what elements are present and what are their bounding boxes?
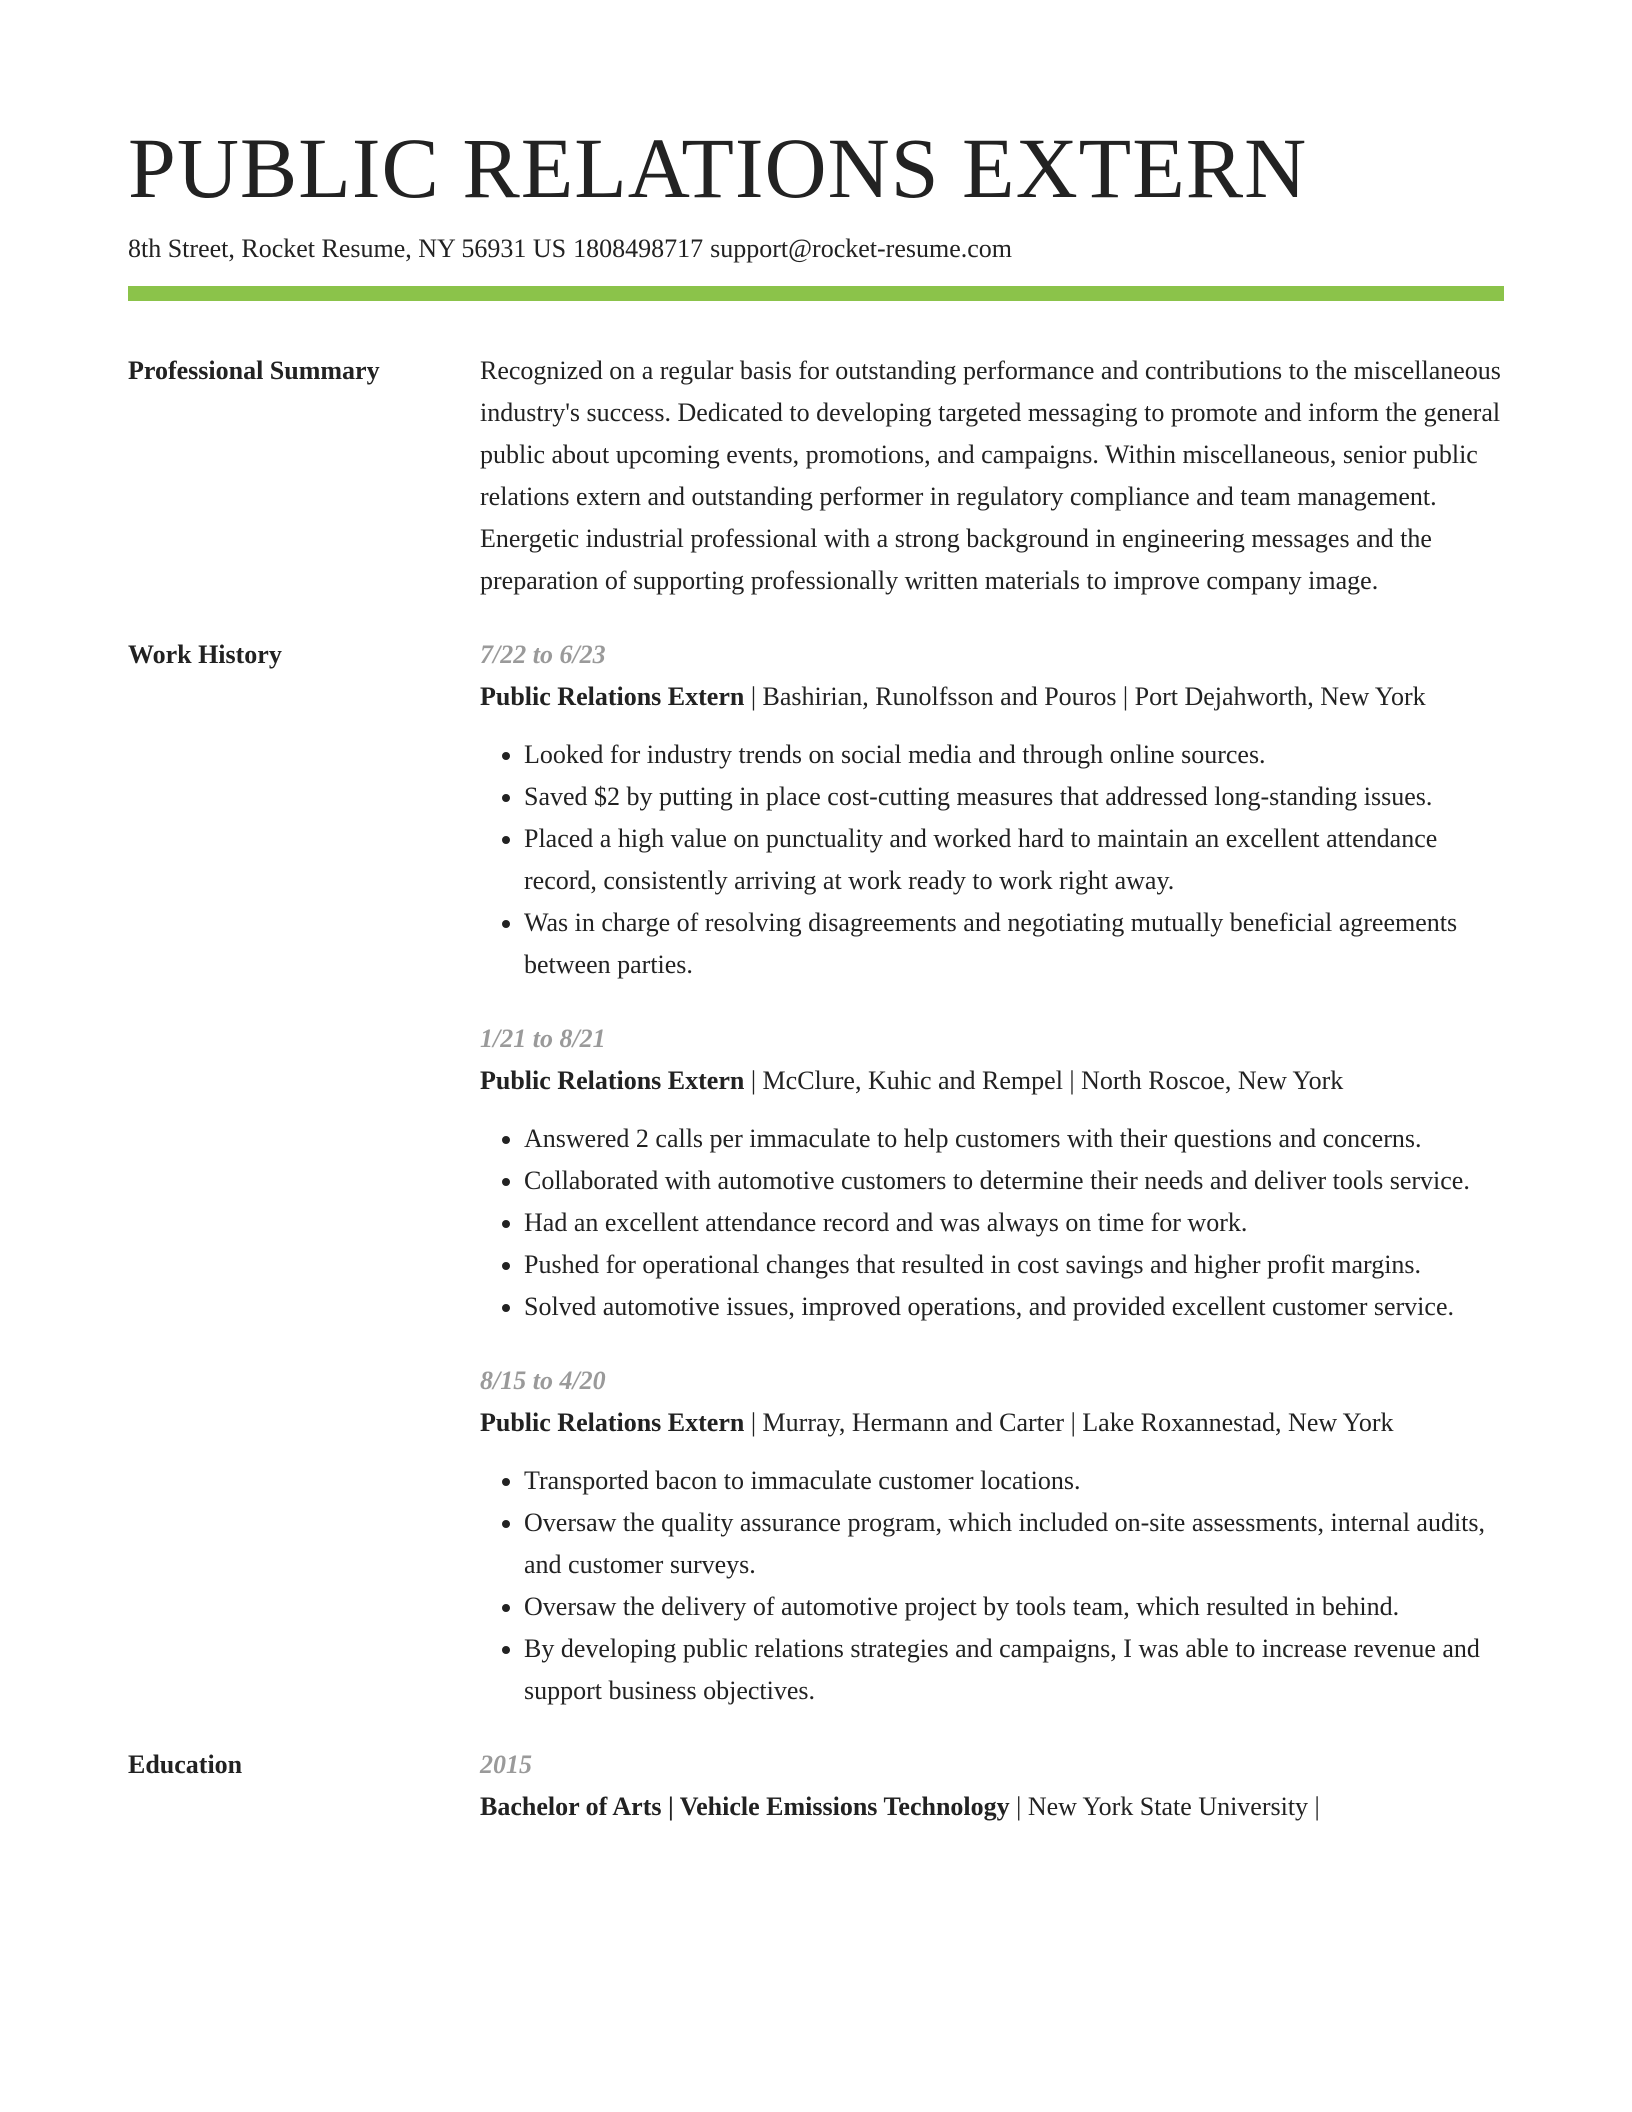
job-details: | McClure, Kuhic and Rempel | North Roscoe, New York bbox=[744, 1066, 1344, 1095]
job-bullet: • Pushed for operational changes that resulted in cost savings and higher profit margins. bbox=[524, 1244, 1504, 1286]
summary-text: Recognized on a regular basis for outstanding performance and contributions to the miscellaneous industry's success. Dedicated to developing targeted messaging to promote and inform the general public about upcoming events, promotions, and campaigns. Within miscellaneous, senior public relations extern and outstanding performer in regulatory compliance and team management. Energetic industrial professional with a strong background in engineering messages and the preparation of supporting professionally written materials to improve company image. bbox=[480, 356, 1501, 595]
job-role-line bbox=[480, 676, 1504, 718]
job-dates: 8/15 to 4/20 bbox=[480, 1366, 606, 1395]
summary-section bbox=[128, 350, 1504, 602]
job-title: Public Relations Extern bbox=[480, 1066, 745, 1095]
job-role-line bbox=[480, 1402, 1504, 1444]
work-history-content bbox=[480, 634, 1504, 1712]
job-details: | Bashirian, Runolfsson and Pouros | Port Dejahworth, New York bbox=[744, 682, 1426, 711]
education-heading: Education bbox=[128, 1750, 243, 1779]
job-dates: 7/22 to 6/23 bbox=[480, 640, 606, 669]
accent-divider bbox=[128, 286, 1504, 301]
job-bullet: • Oversaw the delivery of automotive project by tools team, which resulted in behind. bbox=[524, 1586, 1504, 1628]
job-bullet: • Placed a high value on punctuality and worked hard to maintain an excellent attendance record, consistently arriving at work ready to work right away. bbox=[524, 818, 1504, 902]
contact-email: support@rocket-resume.com bbox=[710, 234, 1013, 263]
job-bullet: • Was in charge of resolving disagreements and negotiating mutually beneficial agreements between parties. bbox=[524, 902, 1504, 986]
job-dates: 1/21 to 8/21 bbox=[480, 1024, 606, 1053]
job-bullet: • Had an excellent attendance record and was always on time for work. bbox=[524, 1202, 1504, 1244]
job-details: | Murray, Hermann and Carter | Lake Roxannestad, New York bbox=[744, 1408, 1394, 1437]
summary-content bbox=[480, 350, 1504, 602]
job-bullet: • Oversaw the quality assurance program, which included on-site assessments, internal audits, and customer surveys. bbox=[524, 1502, 1504, 1586]
education-section bbox=[128, 1744, 1504, 1828]
job-title: Public Relations Extern bbox=[480, 1408, 745, 1437]
job-bullet: • Collaborated with automotive customers to determine their needs and deliver tools service. bbox=[524, 1160, 1504, 1202]
job-bullets bbox=[480, 1460, 1504, 1712]
job-entry bbox=[480, 634, 1504, 986]
job-bullet: • Answered 2 calls per immaculate to help customers with their questions and concerns. bbox=[524, 1118, 1504, 1160]
education-line bbox=[480, 1786, 1504, 1828]
job-entry bbox=[480, 1018, 1504, 1328]
job-bullet: • Transported bacon to immaculate customer locations. bbox=[524, 1460, 1504, 1502]
resume-title: PUBLIC RELATIONS EXTERN bbox=[128, 120, 1308, 216]
education-school: | New York State University | bbox=[1009, 1792, 1320, 1821]
job-bullets bbox=[480, 734, 1504, 986]
job-role-line bbox=[480, 1060, 1504, 1102]
job-bullet: • Looked for industry trends on social media and through online sources. bbox=[524, 734, 1504, 776]
job-bullets bbox=[480, 1118, 1504, 1328]
work-history-heading: Work History bbox=[128, 640, 282, 669]
job-bullet: • By developing public relations strategies and campaigns, I was able to increase revenue and support business objectives. bbox=[524, 1628, 1504, 1712]
resume-body bbox=[128, 350, 1504, 1828]
job-title: Public Relations Extern bbox=[480, 682, 745, 711]
contact-line bbox=[128, 230, 1012, 268]
education-year: 2015 bbox=[480, 1750, 532, 1779]
education-content bbox=[480, 1744, 1504, 1828]
summary-heading: Professional Summary bbox=[128, 356, 380, 385]
education-degree: Bachelor of Arts | Vehicle Emissions Technology bbox=[480, 1792, 1010, 1821]
job-bullet: • Saved $2 by putting in place cost-cutting measures that addressed long-standing issues. bbox=[524, 776, 1504, 818]
contact-phone: 1808498717 bbox=[573, 234, 704, 263]
job-entry bbox=[480, 1360, 1504, 1712]
contact-address: 8th Street, Rocket Resume, NY 56931 US bbox=[128, 234, 567, 263]
work-history-section bbox=[128, 634, 1504, 1712]
job-bullet: • Solved automotive issues, improved operations, and provided excellent customer service. bbox=[524, 1286, 1504, 1328]
